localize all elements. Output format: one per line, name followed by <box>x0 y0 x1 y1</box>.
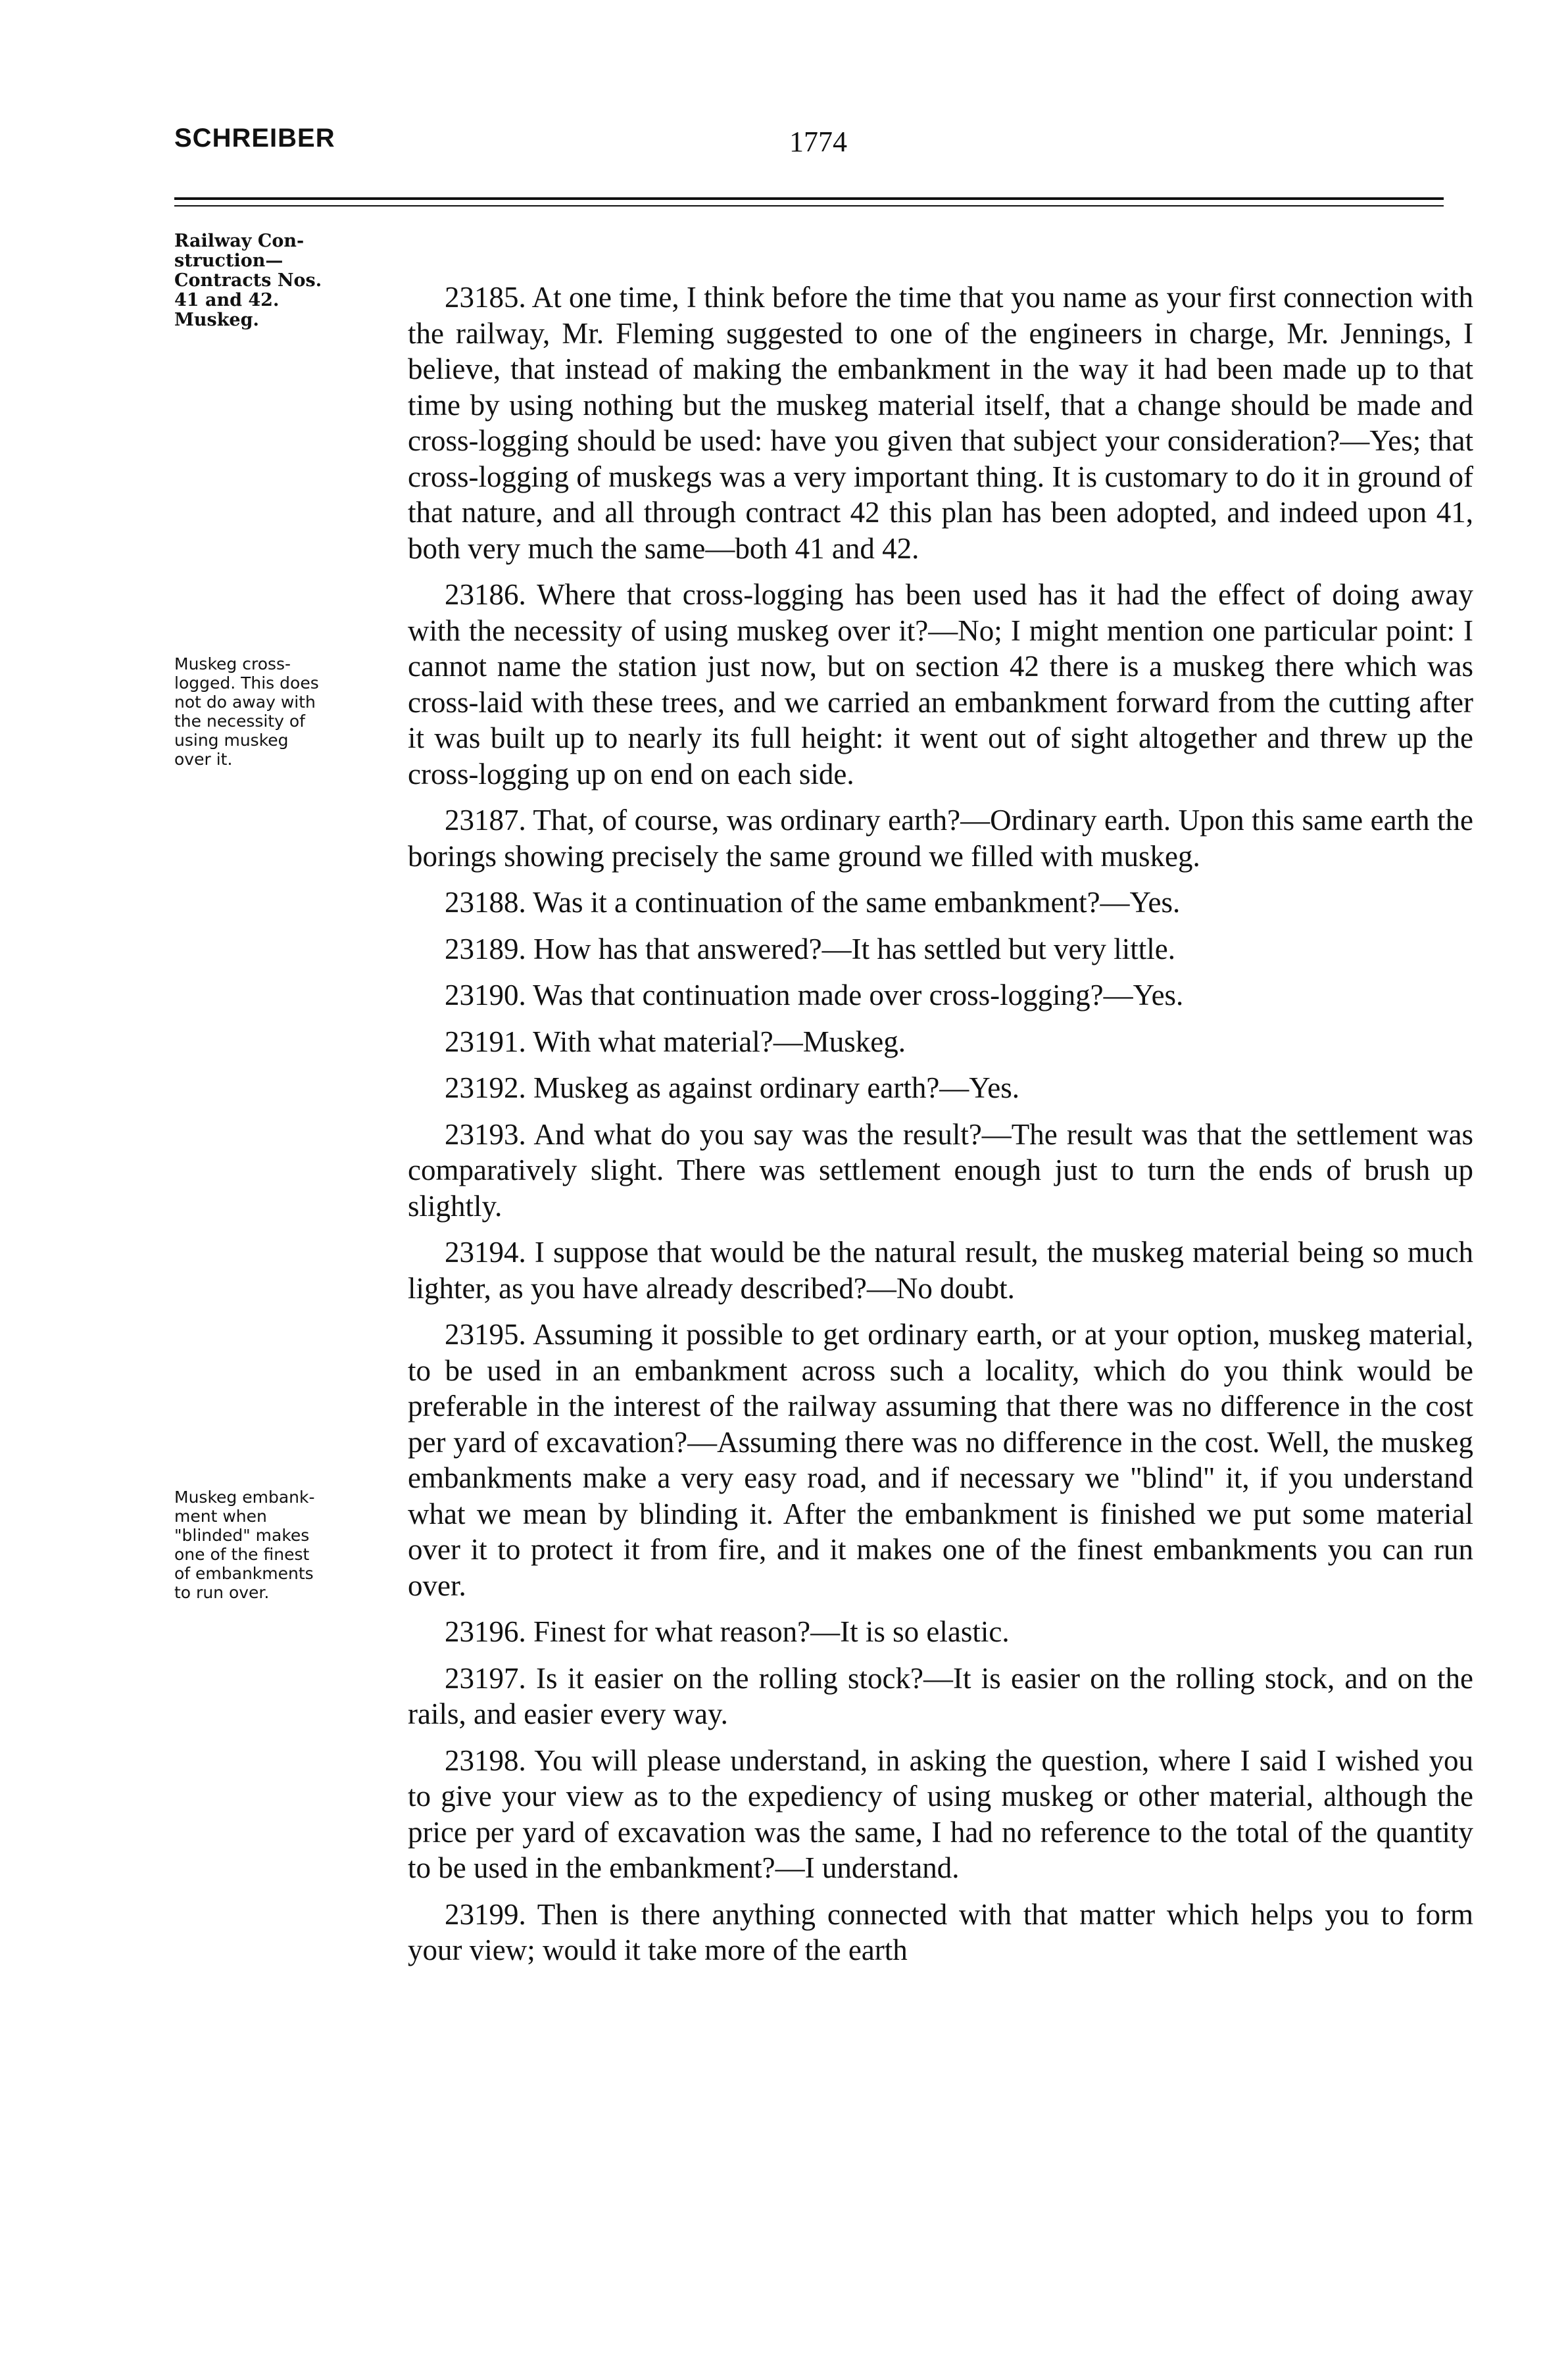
paragraph-23198: 23198. You will please understand, in asking the question, where I said I wished you to give your view as to the expediency of using muskeg or other material, although the price per yard of excavation was the same, I had no reference to the total of the quantity to be used in the embankment?—I understand. <box>408 1743 1473 1884</box>
paragraph-23195: 23195. Assuming it possible to get ordinary earth, or at your option, muskeg material, to be used in an embankment across such a locality, which do you think would be preferable in the interest of the railway assuming that there was no difference in the cost per yard of excavation?—Assuming there was no difference in the cost. Well, the muskeg embankments make a very easy road, and if necessary we "blind" it, if you understand what we mean by blinding it. After the embankment is finished we put some material over it to protect it from fire, and it makes one of the finest embankments you can run over. <box>408 1318 1473 1602</box>
paragraph-23192: 23192. Muskeg as against ordinary earth?—Yes. <box>445 1071 1020 1104</box>
paragraph-23194: 23194. I suppose that would be the natural result, the muskeg material being so much lighter, as you have already described?—No doubt. <box>408 1236 1473 1305</box>
testimony-body <box>408 280 1473 1979</box>
header-rule-thick <box>174 197 1444 200</box>
running-header: SCHREIBER <box>174 124 335 153</box>
header-rule-thin <box>174 205 1444 207</box>
paragraph-23190: 23190. Was that continuation made over cross-logging?—Yes. <box>445 979 1184 1011</box>
paragraph-23187: 23187. That, of course, was ordinary earth?—Ordinary earth. Upon this same earth the borings showing precisely the same ground we filled with muskeg. <box>408 804 1473 873</box>
paragraph-23191: 23191. With what material?—Muskeg. <box>445 1025 906 1058</box>
page-number: 1774 <box>789 126 847 158</box>
paragraph-23193: 23193. And what do you say was the result?—The result was that the settlement was comparatively slight. There was settlement enough just to turn the ends of brush up slightly. <box>408 1117 1473 1223</box>
margin-note-blinded: Muskeg embank- ment when "blinded" makes one of the finest of embankments to run over. <box>174 1488 315 1602</box>
paragraph-23189: 23189. How has that answered?—It has settled but very little. <box>445 932 1175 965</box>
margin-note-cross-logged: Muskeg cross- logged. This does not do away with the necessity of using muskeg over it. <box>174 654 319 769</box>
paragraph-23197: 23197. Is it easier on the rolling stock?—It is easier on the rolling stock, and on the rails, and easier every way. <box>408 1661 1473 1730</box>
paragraph-23186: 23186. Where that cross-logging has been used has it had the effect of doing away with the necessity of using muskeg over it?—No; I might mention one particular point: I cannot name the station just now, but on section 42 there is a muskeg there which was cross-laid with these trees, and we carried an embankment forward from the cutting after it was built up to nearly its full height: it went out of sight altogether and threw up the cross-logging up on end on each side. <box>408 578 1473 791</box>
paragraph-23196: 23196. Finest for what reason?—It is so elastic. <box>445 1615 1010 1648</box>
margin-note-topic: Railway Con- struction— Contracts Nos. 41 and 42. Muskeg. <box>174 231 322 330</box>
paragraph-23188: 23188. Was it a continuation of the same embankment?—Yes. <box>445 886 1181 919</box>
paragraph-23185: 23185. At one time, I think before the time that you name as your first connection with the railway, Mr. Fleming suggested to one of the engineers in charge, Mr. Jennings, I believe, that instead of making the embankment in the way it had been made up to that time by using nothing but the muskeg material itself, that a change should be made and cross-logging should be used: have you given that subject your consideration?—Yes; that cross-logging of muskegs was a very important thing. It is customary to do it in ground of that nature, and all through contract 42 this plan has been adopted, and indeed upon 41, both very much the same—both 41 and 42. <box>408 281 1473 565</box>
paragraph-23199: 23199. Then is there anything connected with that matter which helps you to form your view; would it take more of the earth <box>408 1897 1473 1966</box>
